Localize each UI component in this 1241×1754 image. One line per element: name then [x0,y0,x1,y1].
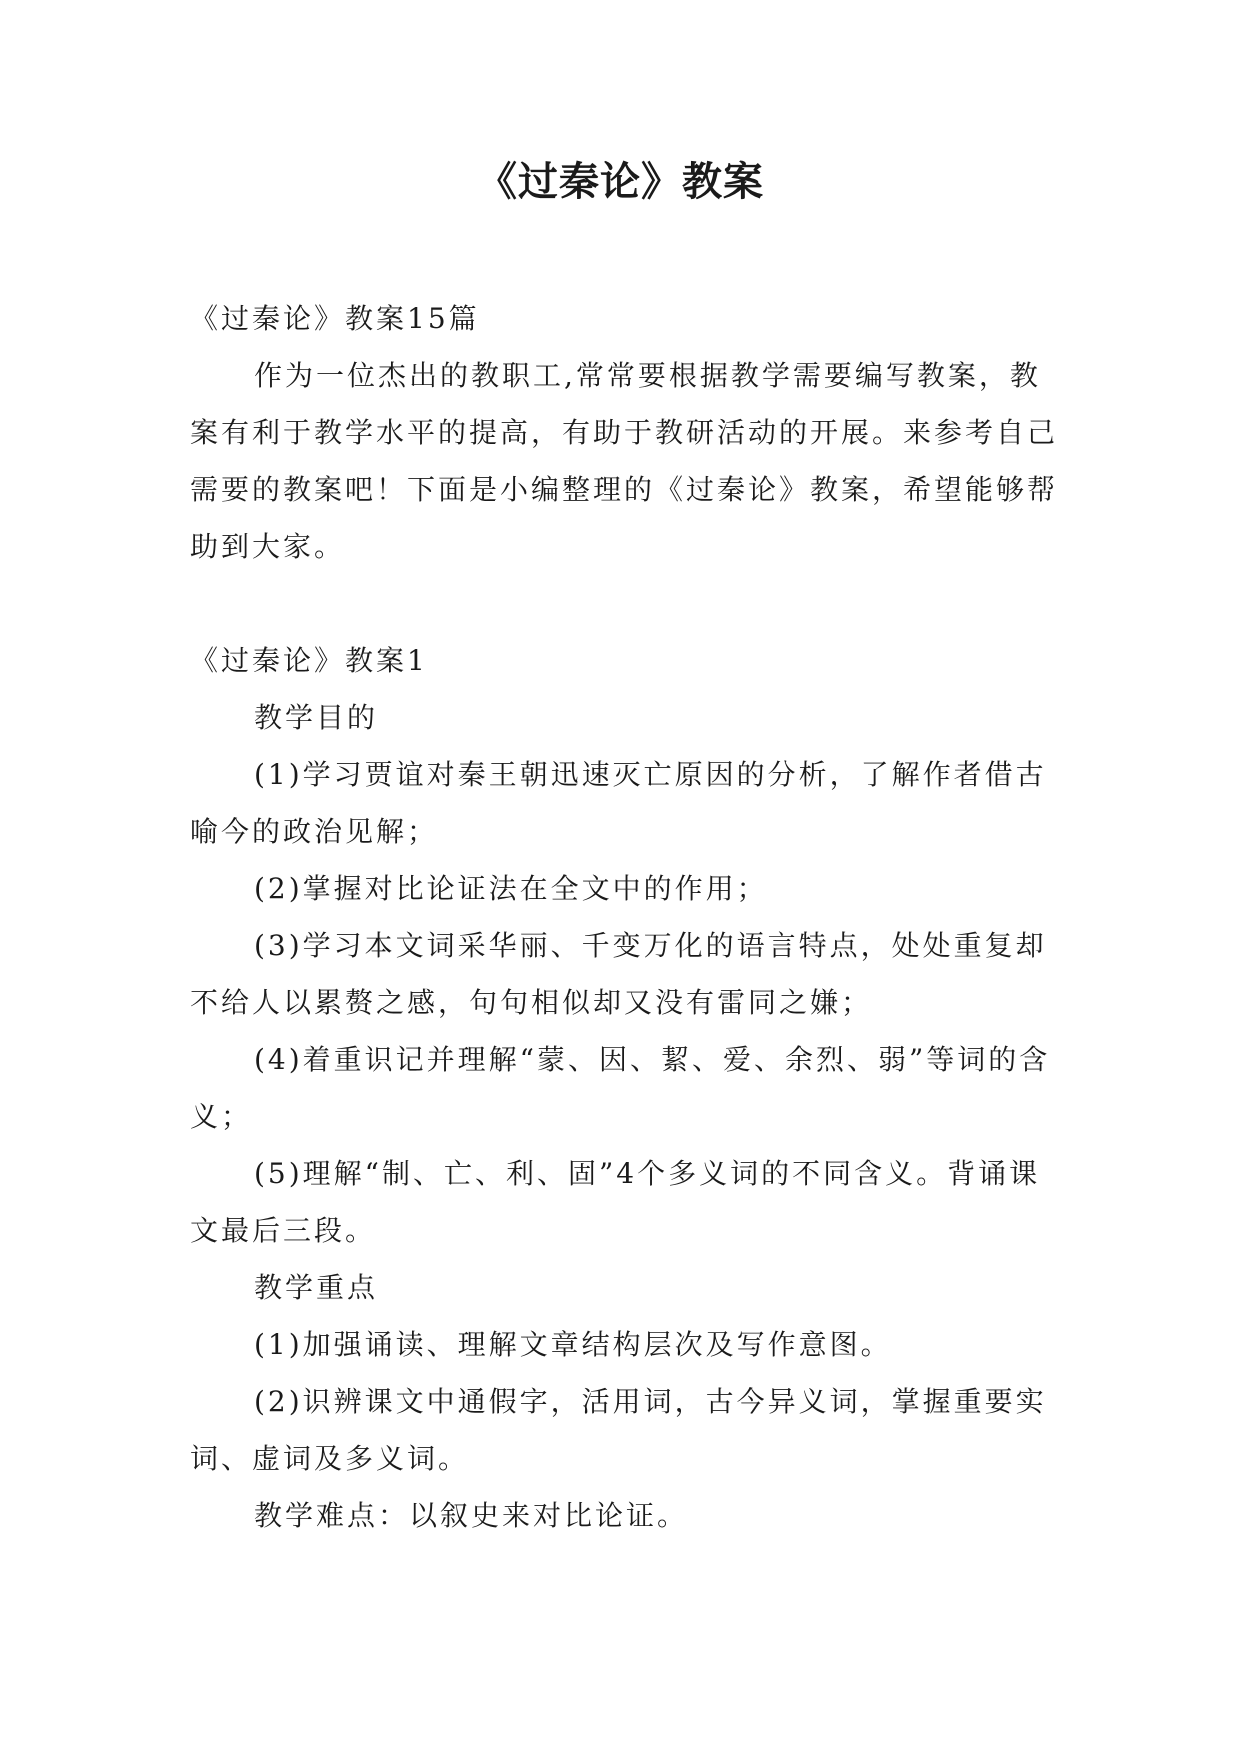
goal-item: (3)学习本文词采华丽、千变万化的语言特点，处处重复却不给人以累赘之感，句句相似却又没有雷同之嫌； [190,929,1047,1019]
goal-item: (4)着重识记并理解“蒙、因、絜、爱、余烈、弱”等词的含义； [190,1043,1051,1133]
focus-item: (2)识辨课文中通假字，活用词，古今异义词，掌握重要实词、虚词及多义词。 [190,1385,1047,1475]
section-heading: 《过秦论》教案1 [190,644,428,677]
goal-item: (2)掌握对比论证法在全文中的作用； [254,872,768,905]
document-body [190,290,1070,1544]
goal-item: (5)理解“制、亡、利、固”4个多义词的不同含义。背诵课文最后三段。 [190,1157,1041,1247]
goal-item: (1)学习贾谊对秦王朝迅速灭亡原因的分析，了解作者借古喻今的政治见解； [190,758,1047,848]
intro-paragraph: 作为一位杰出的教职工,常常要根据教学需要编写教案，教案有利于教学水平的提高，有助于教研活动的开展。来参考自己需要的教案吧！下面是小编整理的《过秦论》教案，希望能够帮助到大家。 [190,359,1059,563]
focus-heading: 教学重点 [254,1271,379,1304]
focus-item: (1)加强诵读、理解文章结构层次及写作意图。 [254,1328,892,1361]
document-title: 《过秦论》教案 [477,159,764,205]
goals-heading: 教学目的 [254,701,379,734]
paragraph-gap [190,575,1070,632]
collection-subtitle: 《过秦论》教案15篇 [190,302,480,335]
difficulty-paragraph: 教学难点：以叙史来对比论证。 [254,1499,689,1532]
